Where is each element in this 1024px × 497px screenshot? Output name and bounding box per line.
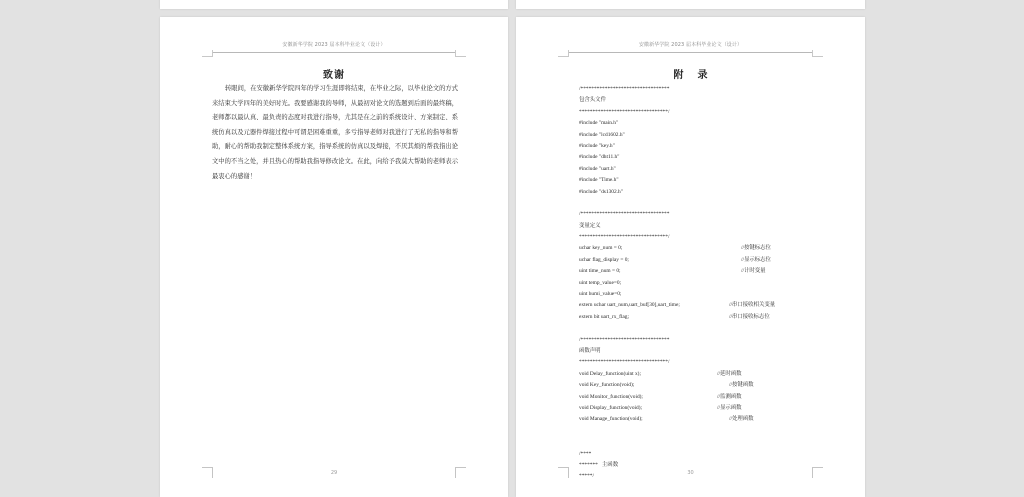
code-text: #include "ds1302.h" [579,188,623,195]
code-text: uint time_num = 0; [579,268,621,275]
code-line [579,255,819,266]
code-text: 函数声明 [579,347,601,354]
acknowledgement-paragraph[interactable]: 转眼间，在安徽新华学院四年的学习生涯即将结束，在毕业之际，以毕业论文的方式来结束大学四年的美好时光。我要感谢我的导师，从最初对论文的选题到后面的最终稿，老师都以最认真、最负责的态度对我进行指导，尤其是在之前的系统设计、方案制定、系统仿真以及元器件焊接过程中可谓是困难重重，多亏指导老师对我进行了无私的指导和帮助，耐心的帮助我制定整体系统方案，指导系统的仿真以及焊接，不厌其烦的帮我指出论文中的不当之处，并且热心的帮助我指导修改论文。在此，向给予我莫大帮助的老师表示最衷心的感谢！ [212,85,458,180]
code-comment: //串口接收相关变量 [729,302,776,309]
code-comment: //处理函数 [729,416,754,423]
header-corner-mark-left [202,56,212,57]
code-line [579,289,819,300]
code-comment: //计时变量 [741,268,766,275]
page-acknowledgements[interactable] [160,17,508,497]
code-line [579,221,819,232]
code-text: 包含头文件 [579,97,606,104]
code-line [579,449,819,460]
code-line [579,380,819,391]
code-text: #include "lcd1602.h" [579,131,625,138]
page-appendix[interactable] [516,17,865,497]
code-line [579,403,819,414]
code-line [579,312,819,323]
code-text: *****/ [579,473,594,480]
code-line [579,392,819,403]
code-text: uint temp_value=0; [579,279,622,286]
page-header-text: 安徽新华学院 2023 届本科毕业论文（设计） [282,42,386,48]
code-comment: //显示函数 [717,404,742,411]
previous-page-left [160,0,508,9]
code-line [579,346,819,357]
header-corner-mark-left [568,50,569,57]
code-line [579,369,819,380]
code-text: uchar key_num = 0; [579,245,623,252]
code-comment: //串口接收标志位 [729,313,770,320]
header-corner-mark-left [212,50,213,57]
page-title: 致谢 [323,70,345,81]
code-text: extern uchar uart_num,uart_buf[30],uart_time; [579,302,680,309]
header-corner-mark-right [813,56,823,57]
code-line [579,130,819,141]
code-text: #include "uart.h" [579,165,616,172]
page-number: 29 [330,470,338,476]
code-text: *********************************/ [579,234,670,241]
code-line [579,84,819,95]
code-text: /********************************* [579,211,670,218]
code-text: uint humi_value=0; [579,291,622,298]
code-comment: //监测函数 [717,393,742,400]
appendix-code-listing[interactable] [579,84,819,483]
code-line [579,414,819,425]
code-text: ******* 主函数 [579,461,619,468]
code-text: /**** [579,450,592,457]
page-number: 30 [687,470,694,476]
code-line [579,175,819,186]
code-line [579,266,819,277]
code-comment: //显示标志位 [741,256,771,263]
code-line [579,357,819,368]
code-text: /********************************* [579,86,670,92]
code-text: void Display_function(void); [579,404,643,411]
code-text: void Monitor_function(void); [579,393,643,400]
header-corner-mark-right [456,56,466,57]
code-line [579,335,819,346]
code-line [579,198,819,209]
code-line [579,426,819,437]
code-comment: //按键函数 [729,382,754,389]
code-text: extern bit uart_rx_flag; [579,313,629,320]
header-rule [212,52,456,53]
code-text: #include "main.h" [579,120,619,127]
code-text: void Manage_function(void); [579,416,643,423]
header-corner-mark-left [558,56,568,57]
header-rule [568,52,813,53]
code-line [579,141,819,152]
code-line [579,152,819,163]
code-text: void Delay_function(uint x); [579,370,641,377]
code-text: #include "Time.h" [579,177,619,184]
code-line [579,437,819,448]
code-line [579,278,819,289]
code-line [579,232,819,243]
previous-page-right [516,0,865,9]
code-line [579,300,819,311]
code-line [579,187,819,198]
code-line [579,118,819,129]
code-text: #include "dht11.h" [579,154,620,161]
code-comment: //延时函数 [717,370,742,377]
code-line [579,95,819,106]
code-line [579,164,819,175]
page-header-text: 安徽新华学院 2023 届本科毕业论文（设计） [638,42,743,48]
code-text: *********************************/ [579,359,670,366]
code-line [579,323,819,334]
code-text: void Key_function(void); [579,382,635,389]
code-text: #include "key.h" [579,142,615,149]
page-title: 附录 [673,70,722,81]
code-text: /********************************* [579,336,670,343]
code-text: 变量定义 [579,222,601,229]
code-comment: //按键标志位 [741,245,771,252]
code-line [579,209,819,220]
code-line [579,107,819,118]
code-text: *********************************/ [579,108,670,115]
code-line [579,243,819,254]
code-text: uchar flag_display = 0; [579,256,629,263]
